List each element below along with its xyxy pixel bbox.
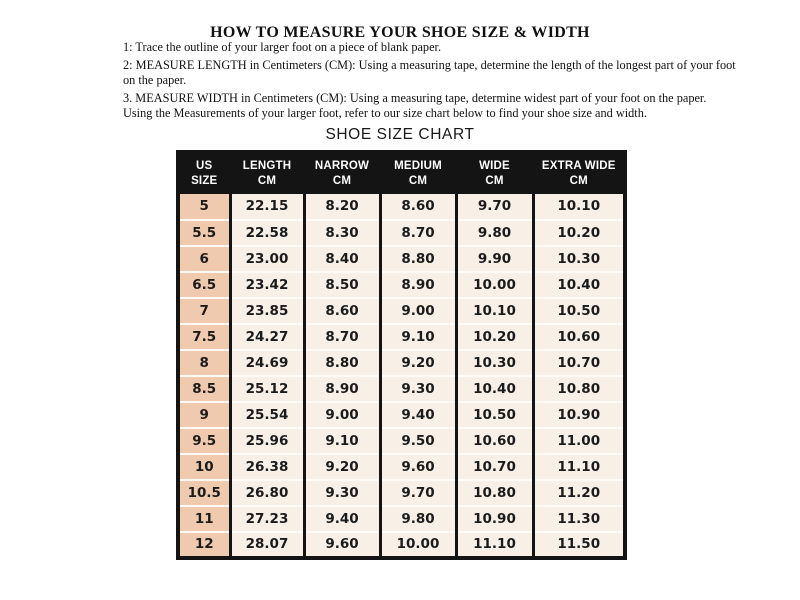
value-cell: 10.70	[456, 454, 533, 480]
value-cell: 9.10	[304, 428, 380, 454]
value-cell: 10.00	[380, 532, 456, 558]
value-cell: 10.40	[533, 272, 625, 298]
value-cell: 10.80	[456, 480, 533, 506]
header-line-1: EXTRA WIDE	[541, 160, 616, 172]
header-line-2: CM	[569, 174, 588, 187]
value-cell: 27.23	[230, 506, 304, 532]
value-cell: 9.50	[380, 428, 456, 454]
us-size-cell: 10.5	[178, 480, 230, 506]
value-cell: 9.30	[380, 376, 456, 402]
value-cell: 8.60	[380, 194, 456, 220]
value-cell: 23.85	[230, 298, 304, 324]
value-cell: 9.60	[380, 454, 456, 480]
table-row	[178, 272, 625, 298]
header-line-2: CM	[332, 174, 352, 187]
table-row	[178, 376, 625, 402]
value-cell: 8.60	[304, 298, 380, 324]
header-cell	[533, 152, 625, 194]
value-cell: 8.70	[304, 324, 380, 350]
value-cell: 9.90	[456, 246, 533, 272]
us-size-cell: 5	[178, 194, 230, 220]
instruction-line: Using the Measurements of your larger foot, refer to our size chart below to find your shoe size and width.	[123, 106, 647, 121]
value-cell: 23.00	[230, 246, 304, 272]
header-row	[178, 152, 625, 194]
header-line-2: SIZE	[191, 174, 218, 187]
header-line-1: US	[196, 160, 213, 172]
value-cell: 22.58	[230, 220, 304, 246]
value-cell: 10.00	[456, 272, 533, 298]
value-cell: 10.10	[456, 298, 533, 324]
value-cell: 25.96	[230, 428, 304, 454]
value-cell: 9.40	[304, 506, 380, 532]
value-cell: 8.90	[304, 376, 380, 402]
value-cell: 26.80	[230, 480, 304, 506]
value-cell: 9.20	[380, 350, 456, 376]
value-cell: 8.50	[304, 272, 380, 298]
table-row	[178, 194, 625, 220]
value-cell: 8.30	[304, 220, 380, 246]
chart-heading: SHOE SIZE CHART	[325, 126, 475, 143]
header-cell	[304, 152, 380, 194]
value-cell: 22.15	[230, 194, 304, 220]
value-cell: 23.42	[230, 272, 304, 298]
us-size-cell: 9.5	[178, 428, 230, 454]
value-cell: 10.50	[456, 402, 533, 428]
header-line-1: MEDIUM	[394, 160, 442, 172]
value-cell: 24.27	[230, 324, 304, 350]
value-cell: 9.60	[304, 532, 380, 558]
value-cell: 25.54	[230, 402, 304, 428]
header-line-2: CM	[408, 174, 428, 187]
value-cell: 24.69	[230, 350, 304, 376]
table-row	[178, 506, 625, 532]
value-cell: 11.00	[533, 428, 625, 454]
value-cell: 10.20	[533, 220, 625, 246]
instruction-line: 3. MEASURE WIDTH in Centimeters (CM): Using a measuring tape, determine widest part of your foot on the paper.	[123, 90, 707, 105]
table-row	[178, 402, 625, 428]
table-header	[178, 152, 625, 194]
us-size-cell: 11	[178, 506, 230, 532]
value-cell: 8.70	[380, 220, 456, 246]
table-row	[178, 428, 625, 454]
us-size-cell: 8	[178, 350, 230, 376]
value-cell: 9.70	[456, 194, 533, 220]
value-cell: 9.70	[380, 480, 456, 506]
value-cell: 10.60	[533, 324, 625, 350]
value-cell: 11.30	[533, 506, 625, 532]
value-cell: 11.10	[533, 454, 625, 480]
value-cell: 10.60	[456, 428, 533, 454]
value-cell: 9.20	[304, 454, 380, 480]
instruction-line: on the paper.	[123, 73, 187, 88]
value-cell: 9.80	[456, 220, 533, 246]
table-row	[178, 532, 625, 558]
value-cell: 9.00	[380, 298, 456, 324]
us-size-cell: 8.5	[178, 376, 230, 402]
value-cell: 10.30	[533, 246, 625, 272]
value-cell: 8.80	[380, 246, 456, 272]
value-cell: 10.90	[456, 506, 533, 532]
table-row	[178, 480, 625, 506]
value-cell: 10.50	[533, 298, 625, 324]
us-size-cell: 7	[178, 298, 230, 324]
value-cell: 26.38	[230, 454, 304, 480]
value-cell: 9.40	[380, 402, 456, 428]
table-row	[178, 324, 625, 350]
header-line-2: CM	[257, 174, 277, 187]
header-line-1: LENGTH	[242, 160, 292, 172]
value-cell: 8.20	[304, 194, 380, 220]
table-body	[178, 194, 625, 558]
us-size-cell: 5.5	[178, 220, 230, 246]
value-cell: 10.70	[533, 350, 625, 376]
header-cell	[380, 152, 456, 194]
instruction-line: 1: Trace the outline of your larger foot on a piece of blank paper.	[123, 40, 442, 54]
value-cell: 10.40	[456, 376, 533, 402]
value-cell: 9.10	[380, 324, 456, 350]
header-line-1: WIDE	[479, 160, 510, 172]
us-size-cell: 9	[178, 402, 230, 428]
table-row	[178, 246, 625, 272]
table-row	[178, 220, 625, 246]
table-row	[178, 350, 625, 376]
page-title: HOW TO MEASURE YOUR SHOE SIZE & WIDTH	[210, 24, 590, 41]
value-cell: 10.80	[533, 376, 625, 402]
us-size-cell: 7.5	[178, 324, 230, 350]
header-line-1: NARROW	[314, 160, 370, 172]
value-cell: 9.80	[380, 506, 456, 532]
value-cell: 9.00	[304, 402, 380, 428]
value-cell: 25.12	[230, 376, 304, 402]
us-size-cell: 6.5	[178, 272, 230, 298]
header-cell	[456, 152, 533, 194]
value-cell: 11.10	[456, 532, 533, 558]
header-line-2: CM	[485, 174, 504, 187]
instruction-line: 2: MEASURE LENGTH in Centimeters (CM): Using a measuring tape, determine the length of the longest part of your foot	[123, 57, 736, 72]
us-size-cell: 12	[178, 532, 230, 558]
value-cell: 10.10	[533, 194, 625, 220]
value-cell: 11.20	[533, 480, 625, 506]
value-cell: 8.80	[304, 350, 380, 376]
value-cell: 10.90	[533, 402, 625, 428]
table-row	[178, 454, 625, 480]
table-row	[178, 298, 625, 324]
us-size-cell: 10	[178, 454, 230, 480]
value-cell: 8.40	[304, 246, 380, 272]
shoe-size-table	[176, 150, 627, 560]
value-cell: 10.20	[456, 324, 533, 350]
value-cell: 9.30	[304, 480, 380, 506]
header-cell	[178, 152, 230, 194]
header-cell	[230, 152, 304, 194]
us-size-cell: 6	[178, 246, 230, 272]
value-cell: 11.50	[533, 532, 625, 558]
value-cell: 28.07	[230, 532, 304, 558]
value-cell: 8.90	[380, 272, 456, 298]
instructions	[123, 40, 736, 121]
value-cell: 10.30	[456, 350, 533, 376]
